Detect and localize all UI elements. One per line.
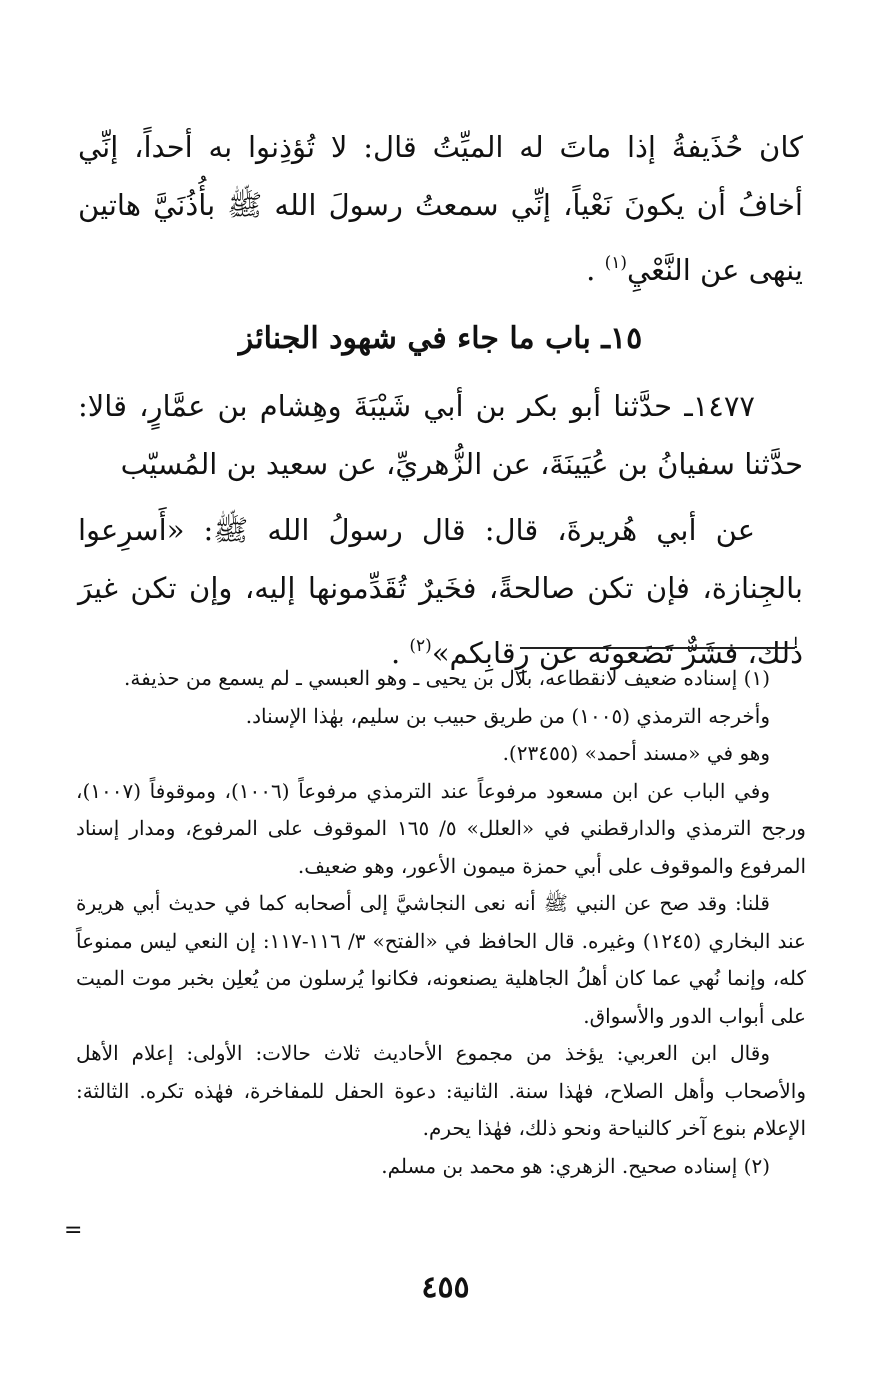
matn-text: عن أبي هُريرةَ، قال: قال رسولُ الله ﷺ: «أَسرِعوا بالجِنازة، فإن تكن صالحةً، فخَيرٌ تُقَدِّمونها إليه، وإن تكن غيرَ ذٰلك، فشَرٌّ تَضَعونَه عن رِقابِكم» [78,513,803,670]
footnote-1-takhrij: وأخرجه الترمذي (١٠٠٥) من طريق حبيب بن سليم، بهٰذا الإسناد. [245,703,770,728]
opening-paragraph-text: كان حُذَيفةُ إذا ماتَ له الميِّتُ قال: لا تُؤذِنوا به أحداً، إنِّي أخافُ أن يكونَ نَعْياً، إنِّي سمعتُ رسولَ الله ﷺ بأُذُنَيَّ هاتين ينهى عن النَّعْيِ [78,130,803,287]
footnote-1-qulna: قلنا: وقد صح عن النبي ﷺ أنه نعى النجاشيَّ إلى أصحابه كما في حديث أبي هريرة عند البخاري (١٢٤٥) وغيره. قال الحافظ في «الفتح» ٣/ ١١٦-١١٧: إن النعي ليس ممنوعاً كله، وإنما نُهي عما كان أهلُ الجاهلية يصنعونه، فكانوا يُرسلون من يُعلِن بخبر موت الميت على أبواب الدور والأسواق. [76,891,806,1028]
page-number: ٤٥٥ [421,1270,470,1305]
isnad-text: حدَّثنا أبو بكر بن أبي شَيْبَةَ وهِشام بن عمَّارٍ، قالا: حدَّثنا سفيانُ بن عُيَينَةَ، عن الزُّهريِّ، عن سعيد بن المُسيّب [78,389,803,481]
matn-end: . [390,636,401,670]
footnote-ref-1: (١) [604,253,628,273]
hadith-number: ١٤٧٧ـ [684,389,756,423]
footnote-2: (٢) إسناده صحيح. الزهري: هو محمد بن مسلم. [381,1153,770,1178]
main-text [78,118,803,682]
opening-paragraph-end: . [586,253,596,287]
opening-paragraph [78,118,803,299]
hadith-isnad [78,377,803,493]
footnote-1: (١) إسناده ضعيف لانقطاعه، بلال بن يحيى ـ وهو العبسي ـ لم يسمع من حذيفة. [124,666,770,690]
footnote-separator [520,647,795,649]
footnote-1-bab: وفي الباب عن ابن مسعود مرفوعاً عند الترمذي مرفوعاً (١٠٠٦)، وموقوفاً (١٠٠٧)، ورجح الترمذي والدارقطني في «العلل» ٥/ ١٦٥ الموقوف على المرفوع، ومدار إسناد المرفوع والموقوف على أبي حمزة ميمون الأعور، وهو ضعيف. [76,778,806,878]
footnote-1-musnad: وهو في «مسند أحمد» (٢٣٤٥٥). [502,741,770,765]
continuation-mark: = [64,1218,83,1243]
footnote-1-ibn-arabi: وقال ابن العربي: يؤخذ من مجموع الأحاديث ثلاث حالات: الأولى: إعلام الأهل والأصحاب وأهل الصلاح، فهٰذا سنة. الثانية: دعوة الحفل للمفاخرة، فهٰذه تكره. الثالثة: الإعلام بنوع آخر كالنياحة ونحو ذلك، فهٰذا يحرم. [76,1041,806,1140]
footnotes [76,660,806,1185]
footnote-ref-2: (٢) [409,636,432,656]
hadith-matn [78,501,803,682]
chapter-heading: ١٥ـ باب ما جاء في شهود الجنائز [238,321,643,356]
